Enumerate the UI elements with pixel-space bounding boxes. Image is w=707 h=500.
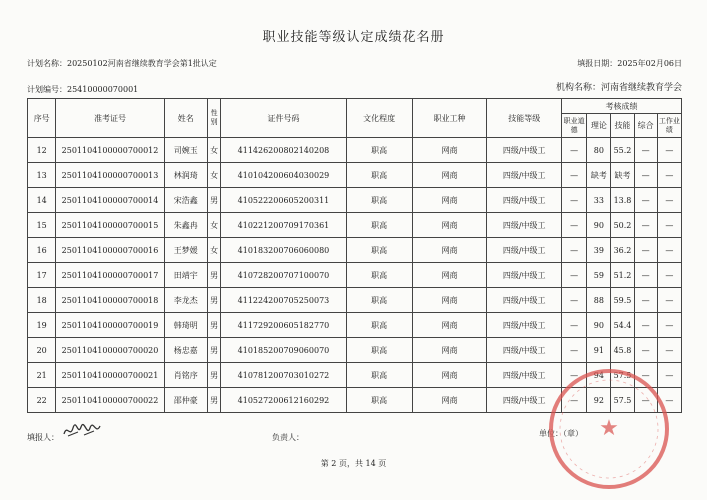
- cell-seq: 17: [28, 263, 56, 288]
- table-row: [28, 163, 682, 188]
- cell-seq: 20: [28, 338, 56, 363]
- col-level: 技能等级: [487, 99, 562, 138]
- col-occupation: 职业工种: [412, 99, 487, 138]
- cell-comprehensive: —: [634, 213, 657, 238]
- cell-gender: 男: [207, 338, 221, 363]
- cell-ethics: —: [562, 338, 587, 363]
- cell-ticket: 2501104100000700022: [56, 388, 164, 413]
- col-ticket: 准考证号: [56, 99, 164, 138]
- cell-name: 杨忠嘉: [164, 338, 207, 363]
- cell-skill: 13.8: [611, 188, 634, 213]
- cell-theory: 90: [587, 213, 611, 238]
- cell-level: 四级/中级工: [487, 163, 562, 188]
- svg-text:★: ★: [599, 416, 619, 441]
- table-row: [28, 188, 682, 213]
- plan-number: 计划编号：25410000070001: [27, 85, 139, 94]
- table-row: [28, 238, 682, 263]
- col-ethics: 职业道德: [562, 114, 587, 138]
- cell-skill: 51.2: [611, 263, 634, 288]
- cell-id-no: 410185200709060070: [221, 338, 346, 363]
- cell-theory: 缺考: [587, 163, 611, 188]
- cell-id-no: 410728200707100070: [221, 263, 346, 288]
- official-seal: [545, 365, 673, 493]
- filler-label: 填报人：: [27, 433, 59, 442]
- cell-education: 职高: [346, 338, 412, 363]
- cell-level: 四级/中级工: [487, 363, 562, 388]
- filler-signature: [62, 422, 102, 440]
- cell-ticket: 2501104100000700021: [56, 363, 164, 388]
- cell-gender: 男: [207, 263, 221, 288]
- cell-id-no: 411426200802140208: [221, 138, 346, 163]
- cell-id-no: 410522200605200311: [221, 188, 346, 213]
- cell-seq: 21: [28, 363, 56, 388]
- cell-ethics: —: [562, 288, 587, 313]
- cell-gender: 男: [207, 363, 221, 388]
- cell-level: 四级/中级工: [487, 238, 562, 263]
- cell-ethics: —: [562, 238, 587, 263]
- cell-education: 职高: [346, 138, 412, 163]
- cell-performance: —: [657, 338, 681, 363]
- cell-comprehensive: —: [634, 188, 657, 213]
- cell-level: 四级/中级工: [487, 338, 562, 363]
- cell-occupation: 网商: [412, 363, 487, 388]
- cell-name: 林润琦: [164, 163, 207, 188]
- cell-seq: 19: [28, 313, 56, 338]
- cell-comprehensive: —: [634, 263, 657, 288]
- cell-skill: 45.8: [611, 338, 634, 363]
- cell-name: 田靖宇: [164, 263, 207, 288]
- col-seq: 序号: [28, 99, 56, 138]
- cell-ticket: 2501104100000700014: [56, 188, 164, 213]
- cell-theory: 90: [587, 313, 611, 338]
- cell-comprehensive: —: [634, 288, 657, 313]
- cell-performance: —: [657, 188, 681, 213]
- cell-level: 四级/中级工: [487, 263, 562, 288]
- cell-name: 司婉玉: [164, 138, 207, 163]
- cell-name: 肖铭序: [164, 363, 207, 388]
- cell-theory: 94: [587, 363, 611, 388]
- cell-theory: 39: [587, 238, 611, 263]
- col-education: 文化程度: [346, 99, 412, 138]
- cell-occupation: 网商: [412, 388, 487, 413]
- cell-level: 四级/中级工: [487, 288, 562, 313]
- cell-gender: 男: [207, 288, 221, 313]
- cell-theory: 91: [587, 338, 611, 363]
- cell-performance: —: [657, 313, 681, 338]
- cell-ticket: 2501104100000700020: [56, 338, 164, 363]
- cell-seq: 16: [28, 238, 56, 263]
- cell-occupation: 网商: [412, 288, 487, 313]
- cell-ticket: 2501104100000700015: [56, 213, 164, 238]
- cell-gender: 女: [207, 163, 221, 188]
- cell-id-no: 411224200705250073: [221, 288, 346, 313]
- cell-ethics: —: [562, 363, 587, 388]
- cell-level: 四级/中级工: [487, 138, 562, 163]
- cell-ethics: —: [562, 263, 587, 288]
- cell-theory: 33: [587, 188, 611, 213]
- cell-seq: 13: [28, 163, 56, 188]
- table-row: [28, 263, 682, 288]
- cell-seq: 14: [28, 188, 56, 213]
- cell-ticket: 2501104100000700019: [56, 313, 164, 338]
- col-gender: 性别: [207, 99, 221, 138]
- cell-comprehensive: —: [634, 363, 657, 388]
- cell-ethics: —: [562, 188, 587, 213]
- cell-education: 职高: [346, 238, 412, 263]
- cell-skill: 54.4: [611, 313, 634, 338]
- cell-ethics: —: [562, 213, 587, 238]
- cell-ethics: —: [562, 163, 587, 188]
- cell-occupation: 网商: [412, 313, 487, 338]
- cell-seq: 18: [28, 288, 56, 313]
- col-name: 姓名: [164, 99, 207, 138]
- cell-name: 李龙杰: [164, 288, 207, 313]
- cell-theory: 80: [587, 138, 611, 163]
- page-indicator: 第 2 页，共 14 页: [320, 459, 387, 468]
- cell-performance: —: [657, 138, 681, 163]
- cell-performance: —: [657, 238, 681, 263]
- cell-id-no: 411729200605182770: [221, 313, 346, 338]
- cell-ticket: 2501104100000700018: [56, 288, 164, 313]
- fill-date: 填报日期：2025年02月06日: [577, 59, 682, 68]
- cell-performance: —: [657, 388, 681, 413]
- cell-gender: 女: [207, 213, 221, 238]
- responsible-label: 负责人：: [272, 433, 304, 442]
- cell-occupation: 网商: [412, 338, 487, 363]
- cell-id-no: 410104200604030029: [221, 163, 346, 188]
- cell-gender: 男: [207, 188, 221, 213]
- cell-education: 职高: [346, 213, 412, 238]
- col-theory: 理论: [587, 114, 611, 138]
- cell-skill: 缺考: [611, 163, 634, 188]
- cell-performance: —: [657, 263, 681, 288]
- cell-name: 邵仲豪: [164, 388, 207, 413]
- col-performance: 工作业绩: [657, 114, 681, 138]
- cell-performance: —: [657, 363, 681, 388]
- cell-name: 王梦媛: [164, 238, 207, 263]
- cell-occupation: 网商: [412, 138, 487, 163]
- cell-performance: —: [657, 288, 681, 313]
- cell-ticket: 2501104100000700013: [56, 163, 164, 188]
- cell-seq: 12: [28, 138, 56, 163]
- cell-level: 四级/中级工: [487, 388, 562, 413]
- cell-skill: 57.5: [611, 388, 634, 413]
- header-row: [28, 99, 682, 114]
- cell-education: 职高: [346, 313, 412, 338]
- cell-level: 四级/中级工: [487, 313, 562, 338]
- cell-name: 朱鑫冉: [164, 213, 207, 238]
- page-title: 职业技能等级认定成绩花名册: [262, 30, 445, 45]
- cell-education: 职高: [346, 288, 412, 313]
- table-row: [28, 338, 682, 363]
- table-row: [28, 288, 682, 313]
- cell-ethics: —: [562, 138, 587, 163]
- cell-performance: —: [657, 213, 681, 238]
- cell-occupation: 网商: [412, 238, 487, 263]
- institution-name: 机构名称：河南省继续教育学会: [555, 83, 682, 93]
- cell-comprehensive: —: [634, 163, 657, 188]
- cell-occupation: 网商: [412, 263, 487, 288]
- cell-ticket: 2501104100000700012: [56, 138, 164, 163]
- col-skill: 技能: [611, 114, 634, 138]
- cell-skill: 55.2: [611, 138, 634, 163]
- cell-theory: 88: [587, 288, 611, 313]
- cell-gender: 女: [207, 138, 221, 163]
- col-id-no: 证件号码: [221, 99, 346, 138]
- cell-skill: 57.5: [611, 363, 634, 388]
- cell-comprehensive: —: [634, 338, 657, 363]
- cell-performance: —: [657, 163, 681, 188]
- cell-skill: 36.2: [611, 238, 634, 263]
- col-scores: 考核成绩: [562, 99, 682, 114]
- cell-ticket: 2501104100000700016: [56, 238, 164, 263]
- table-row: [28, 213, 682, 238]
- plan-name: 计划名称：20250102河南省继续教育学会第1批认定: [27, 59, 217, 68]
- cell-skill: 59.5: [611, 288, 634, 313]
- cell-skill: 50.2: [611, 213, 634, 238]
- cell-level: 四级/中级工: [487, 213, 562, 238]
- cell-name: 宋浩鑫: [164, 188, 207, 213]
- cell-id-no: 410527200612160292: [221, 388, 346, 413]
- cell-comprehensive: —: [634, 388, 657, 413]
- cell-occupation: 网商: [412, 163, 487, 188]
- cell-seq: 22: [28, 388, 56, 413]
- table-row: [28, 313, 682, 338]
- cell-theory: 59: [587, 263, 611, 288]
- cell-name: 韩琦明: [164, 313, 207, 338]
- cell-gender: 男: [207, 388, 221, 413]
- cell-level: 四级/中级工: [487, 188, 562, 213]
- cell-id-no: 410221200709170361: [221, 213, 346, 238]
- cell-id-no: 410781200703010272: [221, 363, 346, 388]
- cell-gender: 男: [207, 313, 221, 338]
- cell-comprehensive: —: [634, 138, 657, 163]
- table-row: [28, 138, 682, 163]
- cell-seq: 15: [28, 213, 56, 238]
- unit-label: 单位：（章）: [539, 429, 583, 438]
- cell-education: 职高: [346, 188, 412, 213]
- cell-education: 职高: [346, 363, 412, 388]
- cell-education: 职高: [346, 163, 412, 188]
- cell-ethics: —: [562, 388, 587, 413]
- cell-occupation: 网商: [412, 213, 487, 238]
- cell-occupation: 网商: [412, 188, 487, 213]
- cell-comprehensive: —: [634, 313, 657, 338]
- cell-gender: 女: [207, 238, 221, 263]
- cell-ticket: 2501104100000700017: [56, 263, 164, 288]
- cell-id-no: 410183200706060080: [221, 238, 346, 263]
- cell-theory: 92: [587, 388, 611, 413]
- cell-education: 职高: [346, 263, 412, 288]
- cell-comprehensive: —: [634, 238, 657, 263]
- cell-education: 职高: [346, 388, 412, 413]
- col-comprehensive: 综合: [634, 114, 657, 138]
- cell-ethics: —: [562, 313, 587, 338]
